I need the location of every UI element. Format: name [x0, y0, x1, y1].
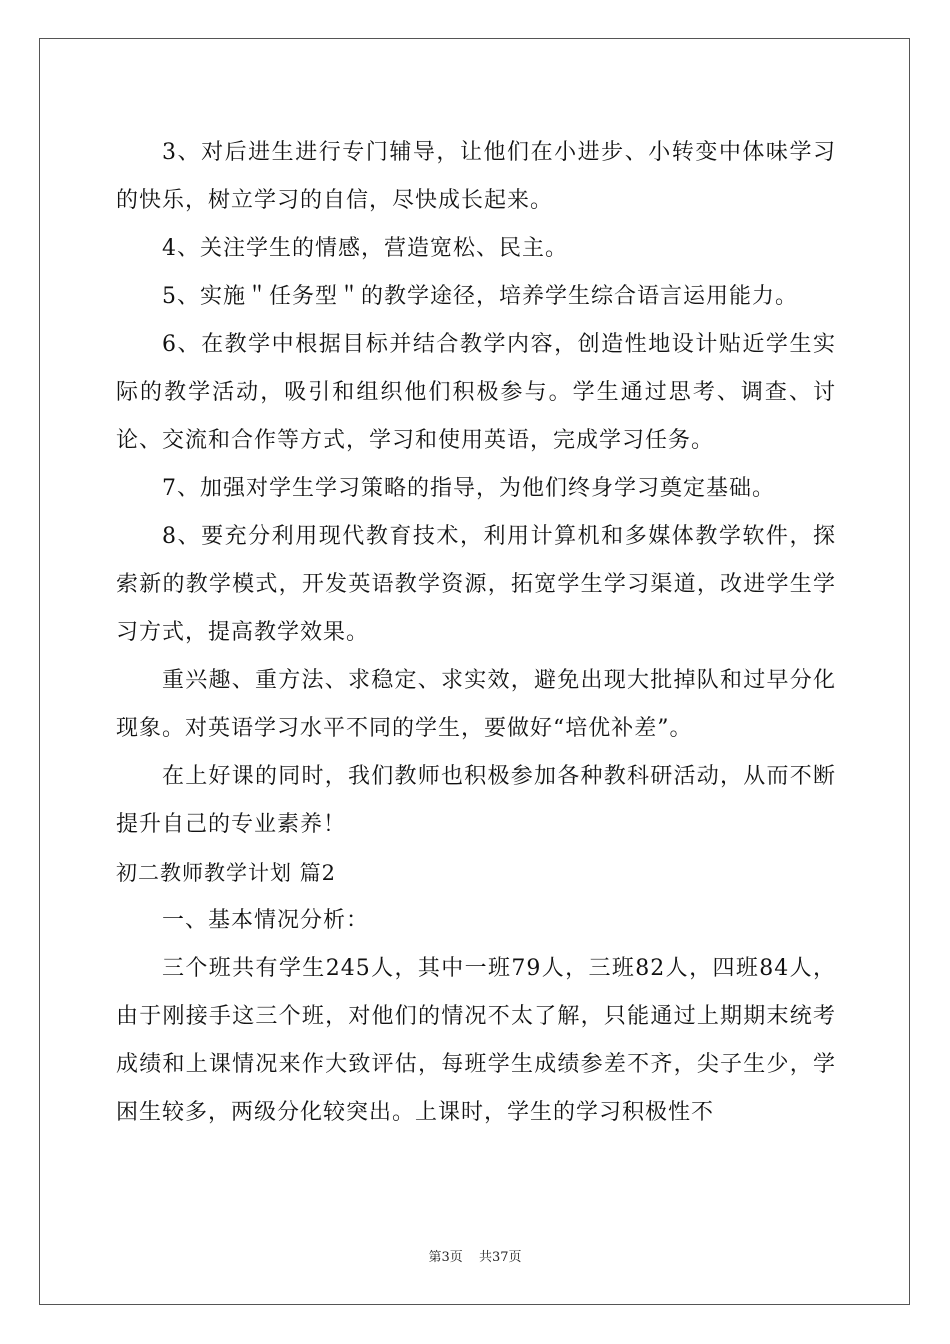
section-title: 初二教师教学计划 篇2: [116, 861, 337, 885]
page-number: 第3页: [428, 1250, 463, 1265]
paragraph-8: 8、要充分利用现代教育技术，利用计算机和多媒体教学软件，探索新的教学模式，开发英语教学资源，拓宽学生学习渠道，改进学生学习方式，提高教学效果。: [116, 524, 836, 645]
page-total: 共37页: [478, 1250, 522, 1265]
paragraph-analysis: 三个班共有学生245人，其中一班79人，三班82人，四班84人，由于刚接手这三个班，对他们的情况不太了解，只能通过上期期末统考成绩和上课情况来作大致评估，每班学生成绩参差不齐，尖子生少，学困生较多，两级分化较突出。上课时，学生的学习积极性不: [116, 956, 836, 1125]
document-body: [116, 129, 836, 1137]
page-footer: [0, 1246, 950, 1265]
paragraph-6: 6、在教学中根据目标并结合教学内容，创造性地设计贴近学生实际的教学活动，吸引和组织他们积极参与。学生通过思考、调查、讨论、交流和合作等方式，学习和使用英语，完成学习任务。: [116, 332, 836, 453]
paragraph-4: 4、关注学生的情感，营造宽松、民主。: [162, 236, 568, 261]
paragraph-3: 3、对后进生进行专门辅导，让他们在小进步、小转变中体味学习的快乐，树立学习的自信，尽快成长起来。: [116, 140, 836, 213]
paragraph-interest: 重兴趣、重方法、求稳定、求实效，避免出现大批掉队和过早分化现象。对英语学习水平不同的学生，要做好“培优补差”。: [116, 668, 836, 741]
paragraph-5: 5、实施＂任务型＂的教学途径，培养学生综合语言运用能力。: [162, 284, 798, 309]
paragraph-research: 在上好课的同时，我们教师也积极参加各种教科研活动，从而不断提升自己的专业素养！: [116, 764, 836, 837]
paragraph-7: 7、加强对学生学习策略的指导，为他们终身学习奠定基础。: [162, 476, 775, 501]
subheading-basic-analysis: 一、基本情况分析：: [162, 908, 370, 933]
